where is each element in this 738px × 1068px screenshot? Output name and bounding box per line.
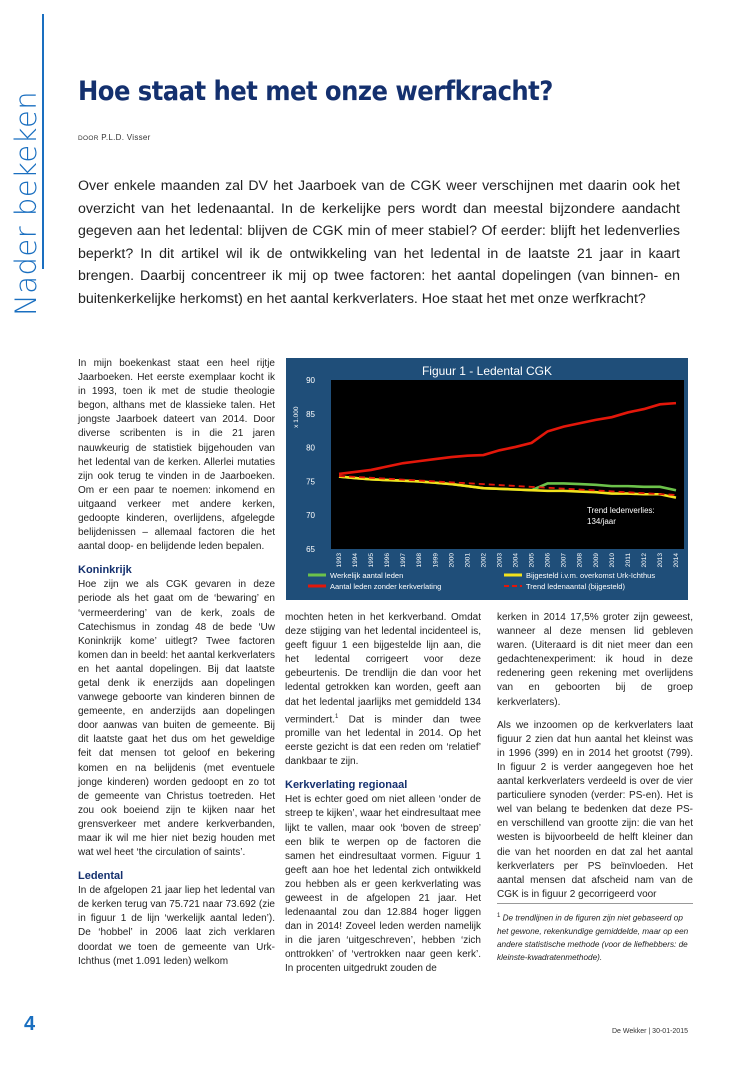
x-tick-label: 2014 [673, 553, 680, 568]
x-tick-label: 2009 [592, 553, 600, 568]
subheading-ledental: Ledental [78, 870, 124, 883]
paragraph: In de afgelopen 21 jaar liep het ledental van de kerken terug van 75.721 naar 73.692 (zie in figuur 1 de lijn ‘werkelijk aantal leden’). De ‘hobbel’ in 2006 laat zich verklaren doordat we toen de gemeente van Urk-Ichthus (met 1.091 leden) welkom [78, 885, 275, 967]
x-tick-label: 2007 [560, 553, 568, 568]
paragraph: In mijn boekenkast staat een heel rijtje Jaarboeken. Het eerste exemplaar kocht ik in 1993, toen ik met de studie theologie begon, althans met de klassieke talen. Het jongste Jaarboek dateert van 2014. Door diverse scribenten is in die 21 jaren nauwkeurig de statistiek bijgehouden van het ledental van de kerken. Allerlei mutaties zijn ook terug te vinden in de Jaarboeken. Om er een paar te noemen: inkomend en uitgaand verkeer met andere kerken, gedoopte kinderen, overlijdens, afgelegde belijdenissen – allemaal factoren die het aantal doop- en belijdende leden bepalen. [78, 358, 275, 553]
page-footer: De Wekker | 30-01-2015 [611, 1028, 688, 1035]
x-tick-label: 2011 [624, 553, 632, 567]
x-tick-label: 1995 [368, 553, 376, 568]
figure-1-chart [286, 358, 688, 600]
article-title: Hoe staat het met onze werfkracht? [78, 76, 553, 107]
column-1 [78, 357, 275, 969]
footnote [497, 903, 693, 964]
x-tick-label: 2012 [640, 553, 648, 568]
x-tick-label: 2006 [544, 553, 552, 568]
byline-author: P.L.D. Visser [101, 133, 151, 142]
subheading-kerkverlating: Kerkverlating regionaal [285, 779, 408, 792]
y-axis-label: x 1.000 [293, 406, 300, 428]
legend-label: Trend ledenaantal (bijgesteld) [526, 582, 625, 591]
footnote-text: De trendlijnen in de figuren zijn niet gebaseerd op het gewone, rekenkundige gemiddelde, maar op een andere statistische methode (voor de liefhebbers: de kleinste-kwadratenmethode). [497, 913, 689, 962]
page-number: 4 [24, 1013, 36, 1035]
trend-annotation: Trend ledenverlies: [587, 506, 655, 515]
legend-label: Werkelijk aantal leden [330, 571, 404, 580]
y-tick-label: 85 [306, 409, 315, 419]
x-tick-label: 2008 [576, 553, 584, 568]
y-tick-label: 70 [306, 511, 315, 521]
y-tick-label: 75 [306, 477, 315, 487]
paragraph: Hoe zijn we als CGK gevaren in deze periode als het gaat om de ‘bewaring’ en ‘vermeerdering’ van de kerk, zoals de Catechismus in zondag 48 de bede ‘Uw Koninkrijk kome’ uitlegt? Twee factoren komen dan in beeld: het aantal kerkverlaters en het aantal dopelingen. Bij dat laatste getal denk ik enerzijds aan dopelingen vanwege geboorte van kinderen binnen de gemeente, en anderzijds aan dopelingen door aanwas van buiten de gemeente. Bij dit laatste gaat het dus om het geweldige feit dat mensen tot geloof en bekering komen en na belijdenis (met eventuele jonge kinderen) worden gedoopt en zo tot de gemeente van Christus toetreden. Het zou ook boeiend zijn te kijken naar het grensverkeer met andere kerkverbanden, maar ik wil me hier niet bezig houden met wat wel heet ‘the circulation of saints’. [78, 579, 275, 859]
x-tick-label: 1999 [432, 553, 440, 568]
x-tick-label: 1993 [336, 553, 343, 568]
paragraph: Als we inzoomen op de kerkverlaters laat figuur 2 zien dat hun aantal het kleinst was in 1996 (399) en in 2014 het grootst (799). In figuur 2 is verder aangegeven hoe het aantal kerkverlaters verdeeld is over de vier particuliere synoden (verder: PS-en). Het is wel van belang te bedenken dat deze PS-en verschillend van grootte zijn: die van het westen is bijvoorbeeld de helft kleiner dan die van het noorden en dat zal het aantal kerkverlaters per PS beïnvloeden. Het aantal mensen dat afscheid nam van de CGK is in figuur 2 gecorrigeerd voor [497, 719, 693, 900]
byline-prefix: DOOR [78, 135, 99, 142]
section-label: Nader bekeken [9, 90, 43, 316]
subheading-koninkrijk: Koninkrijk [78, 564, 132, 577]
chart-title: Figuur 1 - Ledental CGK [421, 364, 553, 378]
footnote-mark: 1 [497, 913, 501, 919]
column-3 [497, 611, 693, 902]
x-tick-label: 1997 [400, 553, 408, 568]
x-tick-label: 2004 [512, 553, 520, 568]
x-tick-label: 2000 [448, 553, 456, 568]
paragraph: kerken in 2014 17,5% groter zijn geweest, wanneer al deze mensen lid gebleven waren. (Uiteraard is dit niet meer dan een gedachtenexperiment: ik houd in deze redenering geen rekening met overlijdens van en geboorten bij de groep kerkverlaters). [497, 612, 693, 708]
y-tick-label: 90 [306, 376, 315, 385]
column-2 [285, 611, 481, 977]
legend-label: Aantal leden zonder kerkverlating [330, 582, 442, 591]
footnote-ref: 1 [335, 713, 339, 720]
x-tick-label: 1996 [384, 553, 392, 568]
paragraph: Het is echter goed om niet alleen ‘onder de streep te kijken’, waar het eindresultaat mee lijkt te vallen, maar ook ‘boven de streep’ een blik te werpen op de factoren die samen het eindresultaat vormen. Figuur 1 geeft aan hoe het ledental zich ontwikkeld zou hebben als er geen kerkverlating was geweest in de afgelopen 21 jaar. Het ledenaantal zou dan 12.884 hoger liggen dan in 2014! Zoveel leden werden namelijk in die jaren ‘uitgeschreven’, hebben ‘zich onttrokken’ of ‘vertrokken naar geen kerk’. In procenten uitgedrukt zouden de [285, 794, 481, 975]
x-tick-label: 2003 [496, 553, 504, 568]
x-tick-label: 2010 [608, 553, 616, 568]
y-tick-label: 80 [306, 443, 315, 453]
x-tick-label: 1994 [352, 553, 360, 568]
paragraph: mochten heten in het kerkverband. Omdat deze stijging van het ledental incidenteel is, geeft figuur 1 een bijgestelde lijn aan, die het ledental corrigeert voor deze gebeurtenis. De trendlijn die dan voor het ledental getrokken kan worden, geeft aan dat het ledental jaarlijks met gemiddeld 134 vermindert.$^1$ Dat is minder dan twee promille van het ledental in 2014. Op het eerste gezicht is dat een reden om ‘relatief’ dankbaar te zijn. [285, 612, 481, 768]
trend-annotation-value: 134/jaar [587, 517, 616, 526]
x-tick-label: 2001 [464, 553, 472, 568]
x-tick-label: 2005 [528, 553, 536, 568]
intro-paragraph: Over enkele maanden zal DV het Jaarboek van de CGK weer verschijnen met daarin ook het overzicht van het ledenaantal. In de kerkelijke pers wordt dan meestal bijzondere aandacht gegeven aan het ledental: blijven de CGK min of meer stabiel? Of eerder: blijft het ledenverlies beperkt? In dit artikel wil ik de ontwikkeling van het ledental in de laatste 21 jaar in kaart brengen. Daarbij concentreer ik mij op twee factoren: het aantal dopelingen (van binnen- en buitenkerkelijke herkomst) en het aantal kerkverlaters. Hoe staat het met onze werfkracht? [78, 178, 680, 307]
legend-label: Bijgesteld i.v.m. overkomst Urk-Ichthus [526, 571, 656, 580]
x-tick-label: 2002 [480, 553, 488, 568]
plot-area [331, 380, 684, 549]
x-tick-label: 2013 [656, 553, 664, 568]
byline [78, 133, 151, 142]
chart-svg [286, 358, 688, 600]
y-tick-label: 65 [306, 545, 315, 554]
x-tick-label: 1998 [416, 553, 424, 568]
